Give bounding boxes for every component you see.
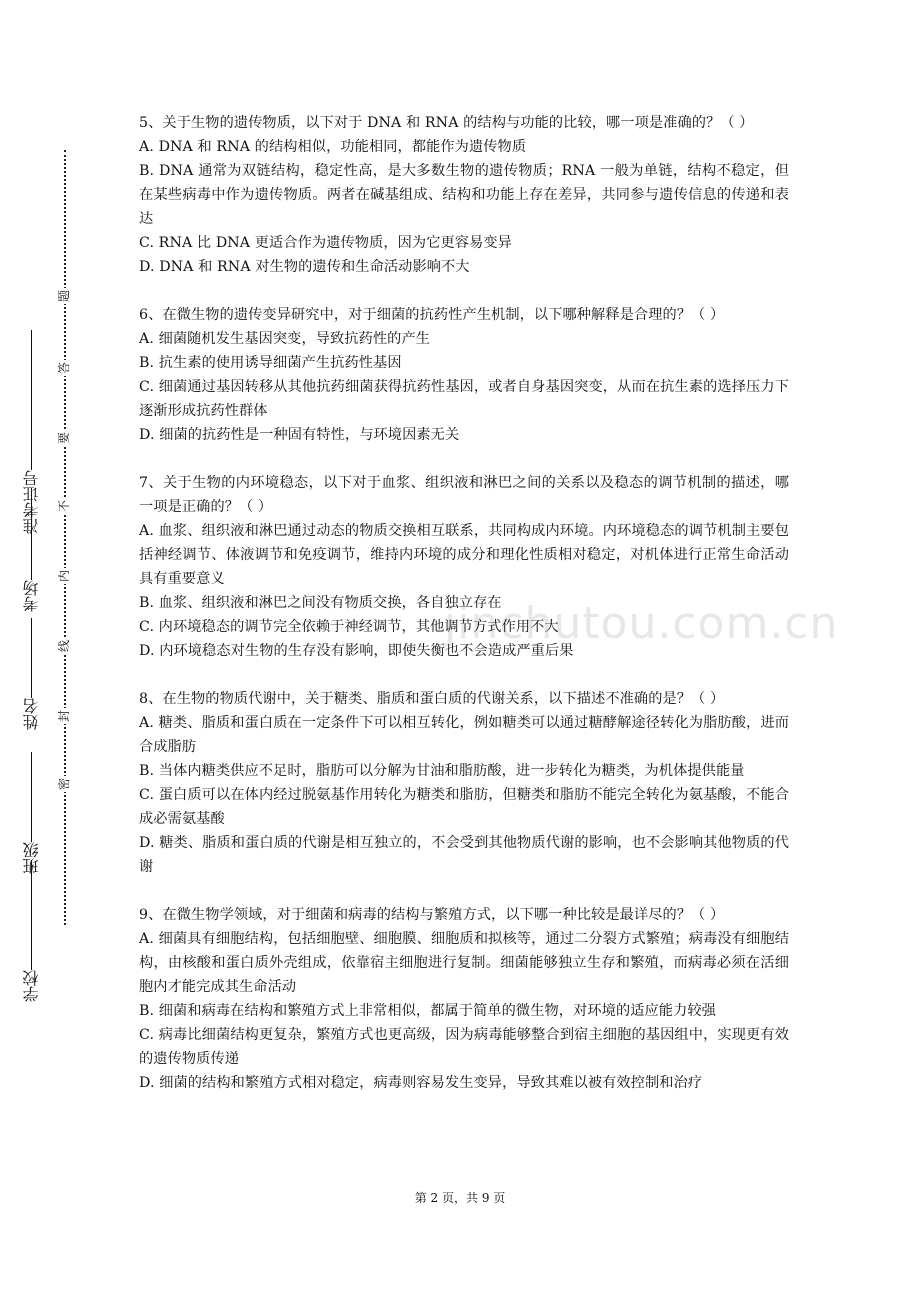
option-c: C. 内环境稳态的调节完全依赖于神经调节，其他调节方式作用不大 bbox=[139, 619, 559, 635]
blank-line bbox=[32, 752, 33, 842]
option-a: A. 血浆、组织液和淋巴通过动态的物质交换相互联系，共同构成内环境。内环境稳态的调节机制主要包括神经调节、体液调节和免疫调节，维持内环境的成分和理化性质相对稳定，对机体进行正常生命活动具有重要意义 bbox=[139, 523, 789, 587]
blank-line bbox=[32, 330, 33, 470]
question-stem: 9、在微生物学领域，对于细菌和病毒的结构与繁殖方式，以下哪一种比较是最详尽的？（ ） bbox=[139, 907, 725, 923]
option-d: D. 内环境稳态对生物的生存没有影响，即使失衡也不会造成严重后果 bbox=[139, 643, 574, 659]
blank-line bbox=[32, 618, 33, 698]
seal-char: 密 bbox=[57, 778, 71, 791]
option-d: D. 细菌的抗药性是一种固有特性，与环境因素无关 bbox=[139, 427, 460, 443]
seal-char: 封 bbox=[57, 710, 71, 723]
watermark: jinchutou.com.cn bbox=[444, 598, 839, 649]
field-label: 学校 bbox=[22, 970, 41, 1002]
field-school bbox=[12, 860, 52, 1002]
option-b: B. DNA 通常为双链结构，稳定性高，是大多数生物的遗传物质；RNA 一般为单链，结构不稳定，但在某些病毒中作为遗传物质。两者在碱基组成、结构和功能上存在差异，共同参与遗传信息的传递和表达 bbox=[139, 163, 789, 227]
blank-line bbox=[32, 860, 33, 970]
option-b: B. 细菌和病毒在结构和繁殖方式上非常相似，都属于简单的微生物，对环境的适应能力较强 bbox=[139, 1003, 716, 1019]
seal-char: 不 bbox=[57, 500, 71, 513]
option-a: A. 细菌具有细胞结构，包括细胞壁、细胞膜、细胞质和拟核等，通过二分裂方式繁殖；病毒没有细胞结构，由核酸和蛋白质外壳组成，依靠宿主细胞进行复制。细菌能够独立生存和繁殖，而病毒必须在活细胞内才能完成其生命活动 bbox=[139, 931, 789, 995]
seal-char: 线 bbox=[57, 640, 71, 653]
option-c: C. 蛋白质可以在体内经过脱氨基作用转化为糖类和脂肪，但糖类和脂肪不能完全转化为氨基酸，不能合成必需氨基酸 bbox=[139, 787, 789, 827]
question-5 bbox=[139, 111, 789, 279]
question-list bbox=[139, 111, 789, 1095]
field-exam-room bbox=[12, 492, 52, 612]
option-b: B. 当体内糖类供应不足时，脂肪可以分解为甘油和脂肪酸，进一步转化为糖类，为机体提供能量 bbox=[139, 763, 745, 779]
option-b: B. 血浆、组织液和淋巴之间没有物质交换，各自独立存在 bbox=[139, 595, 502, 611]
field-label: 考场 bbox=[22, 580, 41, 612]
question-6 bbox=[139, 303, 789, 447]
blank-line bbox=[32, 492, 33, 580]
seal-char: 内 bbox=[57, 570, 71, 583]
option-c: C. RNA 比 DNA 更适合作为遗传物质，因为它更容易变异 bbox=[139, 235, 512, 251]
seal-char: 答 bbox=[57, 362, 71, 375]
field-label: 姓名 bbox=[22, 698, 41, 730]
field-label: 班级 bbox=[22, 842, 41, 874]
question-stem: 5、关于生物的遗传物质，以下对于 DNA 和 RNA 的结构与功能的比较，哪一项是准确的？（ ） bbox=[139, 115, 754, 131]
option-b: B. 抗生素的使用诱导细菌产生抗药性基因 bbox=[139, 355, 402, 371]
page-number: 第 2 页，共 9 页 bbox=[414, 1191, 506, 1205]
question-8 bbox=[139, 687, 789, 879]
binding-margin bbox=[0, 0, 110, 1302]
option-d: D. DNA 和 RNA 对生物的遗传和生命活动影响不大 bbox=[139, 259, 470, 275]
option-a: A. 糖类、脂质和蛋白质在一定条件下可以相互转化，例如糖类可以通过糖酵解途径转化为脂肪酸，进而合成脂肪 bbox=[139, 715, 789, 755]
option-d: D. 细菌的结构和繁殖方式相对稳定，病毒则容易发生变异，导致其难以被有效控制和治疗 bbox=[139, 1075, 703, 1091]
option-a: A. DNA 和 RNA 的结构相似，功能相同，都能作为遗传物质 bbox=[139, 139, 527, 155]
seal-char: 题 bbox=[57, 290, 71, 303]
option-d: D. 糖类、脂质和蛋白质的代谢是相互独立的，不会受到其他物质代谢的影响，也不会影响其他物质的代谢 bbox=[139, 835, 789, 875]
seal-line bbox=[64, 150, 66, 925]
field-class bbox=[12, 752, 52, 874]
question-stem: 7、关于生物的内环境稳态，以下对于血浆、组织液和淋巴之间的关系以及稳态的调节机制的描述，哪一项是正确的？（ ） bbox=[139, 475, 789, 515]
question-7 bbox=[139, 471, 789, 663]
question-stem: 8、在生物的物质代谢中，关于糖类、脂质和蛋白质的代谢关系，以下描述不准确的是？（ ） bbox=[139, 691, 725, 707]
field-name bbox=[12, 618, 52, 730]
question-9 bbox=[139, 903, 789, 1095]
option-a: A. 细菌随机发生基因突变，导致抗药性的产生 bbox=[139, 331, 431, 347]
seal-char: 要 bbox=[57, 432, 71, 445]
option-c: C. 细菌通过基因转移从其他抗药细菌获得抗药性基因，或者自身基因突变，从而在抗生素的选择压力下逐渐形成抗药性群体 bbox=[139, 379, 789, 419]
question-stem: 6、在微生物的遗传变异研究中，对于细菌的抗药性产生机制，以下哪种解释是合理的？（ ） bbox=[139, 307, 725, 323]
option-c: C. 病毒比细菌结构更复杂，繁殖方式也更高级，因为病毒能够整合到宿主细胞的基因组中，实现更有效的遗传物质传递 bbox=[139, 1027, 789, 1067]
field-label: 准考证号 bbox=[22, 470, 41, 534]
